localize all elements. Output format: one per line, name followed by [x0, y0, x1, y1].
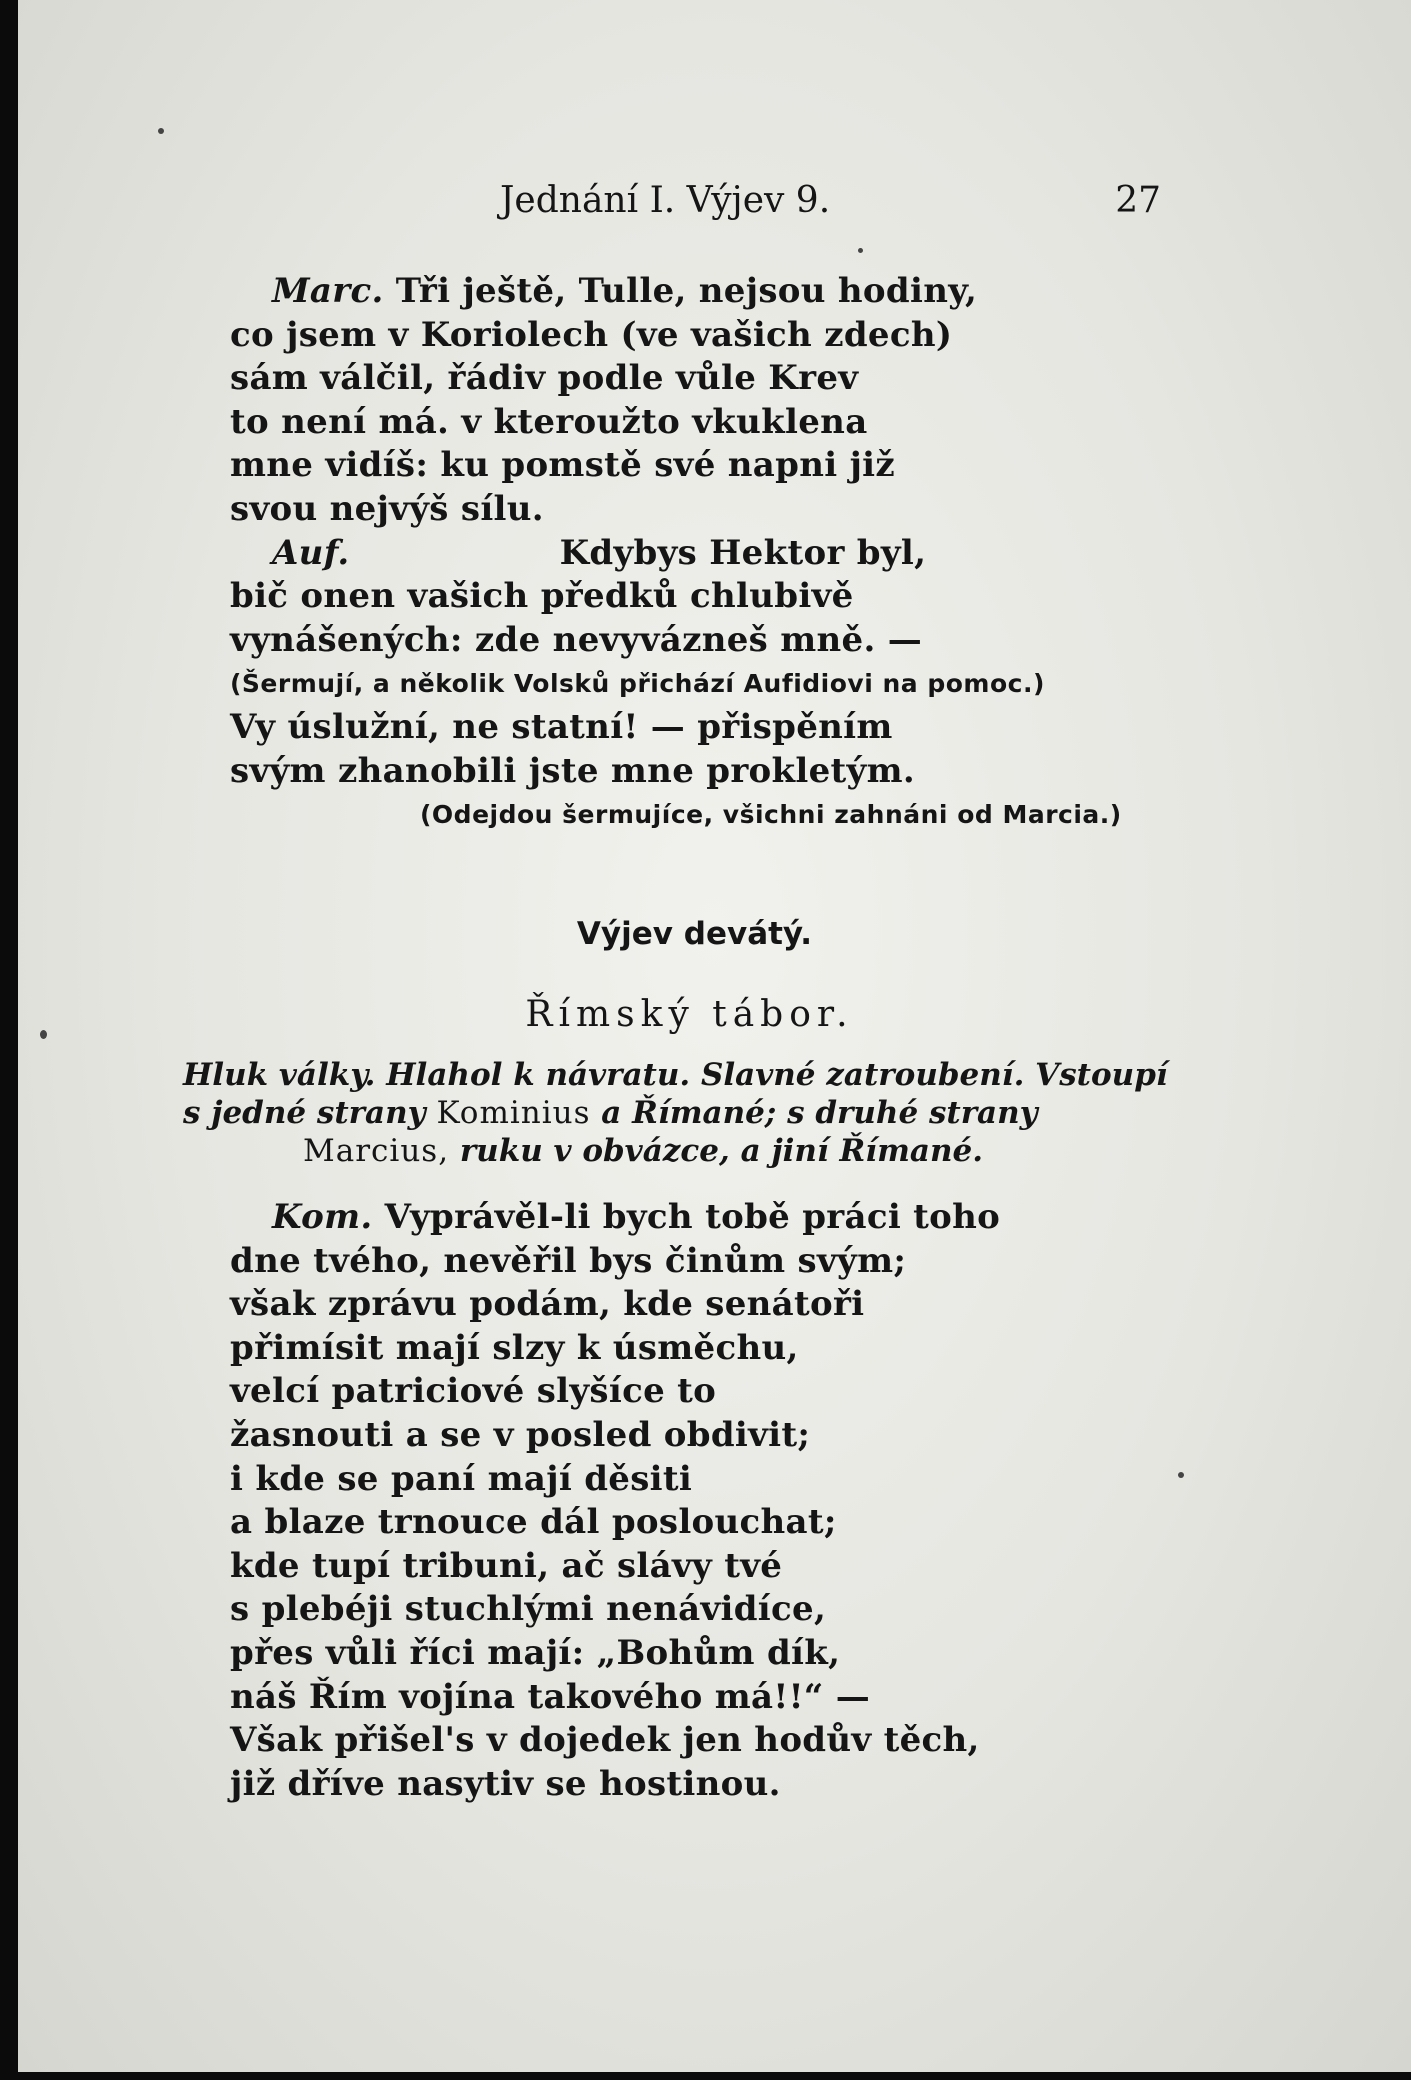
scene-setting: Římský tábor. — [525, 994, 854, 1035]
verse-line — [230, 270, 1210, 314]
direction-text: a Římané; s druhé strany — [590, 1095, 1038, 1131]
verse-line: svou nejvýš sílu. — [230, 488, 544, 529]
verse-line: co jsem v Koriolech (ve vašich zdech) — [230, 314, 953, 355]
paper-speck — [158, 128, 164, 134]
verse-passage-two — [230, 1196, 1210, 1806]
verse-line: a blaze trnouce dál poslouchat; — [230, 1502, 837, 1543]
verse-line: však zprávu podám, kde senátoři — [230, 1284, 865, 1325]
verse-passage-one — [230, 270, 1210, 837]
paper-speck — [1178, 1472, 1184, 1478]
running-header — [18, 176, 1411, 226]
direction-line: Hluk války. Hlahol k návratu. Slavné zatroubení. Vstoupí — [183, 1057, 1168, 1093]
verse-line: velcí patriciové slyšíce to — [230, 1371, 717, 1412]
paper-speck — [858, 248, 863, 253]
verse-line: žasnouti a se v posled obdivit; — [230, 1414, 811, 1455]
verse-text: Vyprávěl-li bych tobě práci toho — [372, 1197, 1001, 1237]
verse-line: svým zhanobili jste mne prokletým. — [230, 750, 916, 791]
direction-line — [183, 1094, 1163, 1132]
stage-direction-inline: (Odejdou šermujíce, všichni zahnáni od Marcia.) — [420, 800, 1122, 830]
verse-line: Však přišel's v dojedek jen hodův těch, — [230, 1720, 980, 1761]
character-name: Marcius, — [303, 1133, 450, 1169]
speaker-name: Auf. — [272, 532, 350, 573]
verse-line: mne vidíš: ku pomstě své napni již — [230, 445, 895, 486]
verse-line: kde tupí tribuni, ač slávy tvé — [230, 1545, 783, 1586]
verse-line: Vy úslužní, ne statní! — přispěním — [230, 706, 893, 747]
verse-line: dne tvého, nevěřil bys činům svým; — [230, 1240, 907, 1281]
verse-line: sám válčil, řádiv podle vůle Krev — [230, 358, 859, 399]
header-title: Jednání I. Výjev 9. — [500, 180, 831, 221]
page-number: 27 — [1115, 180, 1161, 221]
direction-text: ruku v obvázce, a jiní Římané. — [449, 1133, 984, 1169]
verse-line: již dříve nasytiv se hostinou. — [230, 1763, 781, 1804]
paper-speck — [40, 1030, 47, 1039]
verse-text: Kdybys Hektor byl, — [559, 532, 927, 573]
direction-line — [183, 1132, 1163, 1170]
verse-line: přes vůli říci mají: „Bohům dík, — [230, 1632, 841, 1673]
verse-line: náš Řím vojína takového má!!“ — — [230, 1676, 871, 1717]
stage-direction-block — [183, 1056, 1168, 1170]
verse-line: i kde se paní mají děsiti — [230, 1458, 693, 1499]
scene-title: Výjev devátý. — [576, 916, 813, 952]
verse-line: s plebéji stuchlými nenávidíce, — [230, 1589, 827, 1630]
speaker-name: Kom. — [272, 1197, 373, 1237]
verse-line: vynášených: zde nevyvázneš mně. — — [230, 619, 923, 660]
direction-text: s jedné strany — [183, 1095, 437, 1131]
verse-line — [230, 1196, 1210, 1240]
verse-line: to není má. v kteroužto vkuklena — [230, 401, 868, 442]
stage-direction-inline: (Šermují, a několik Volsků přichází Aufidiovi na pomoc.) — [230, 669, 1045, 699]
speaker-name: Marc. — [272, 271, 384, 311]
verse-line: bič onen vašich předků chlubivě — [230, 576, 854, 617]
verse-line — [230, 532, 1210, 576]
verse-text: Tři ještě, Tulle, nejsou hodiny, — [383, 271, 978, 311]
character-name: Kominius — [436, 1095, 591, 1131]
book-page — [18, 0, 1411, 2072]
verse-line: přimísit mají slzy k úsměchu, — [230, 1327, 799, 1368]
